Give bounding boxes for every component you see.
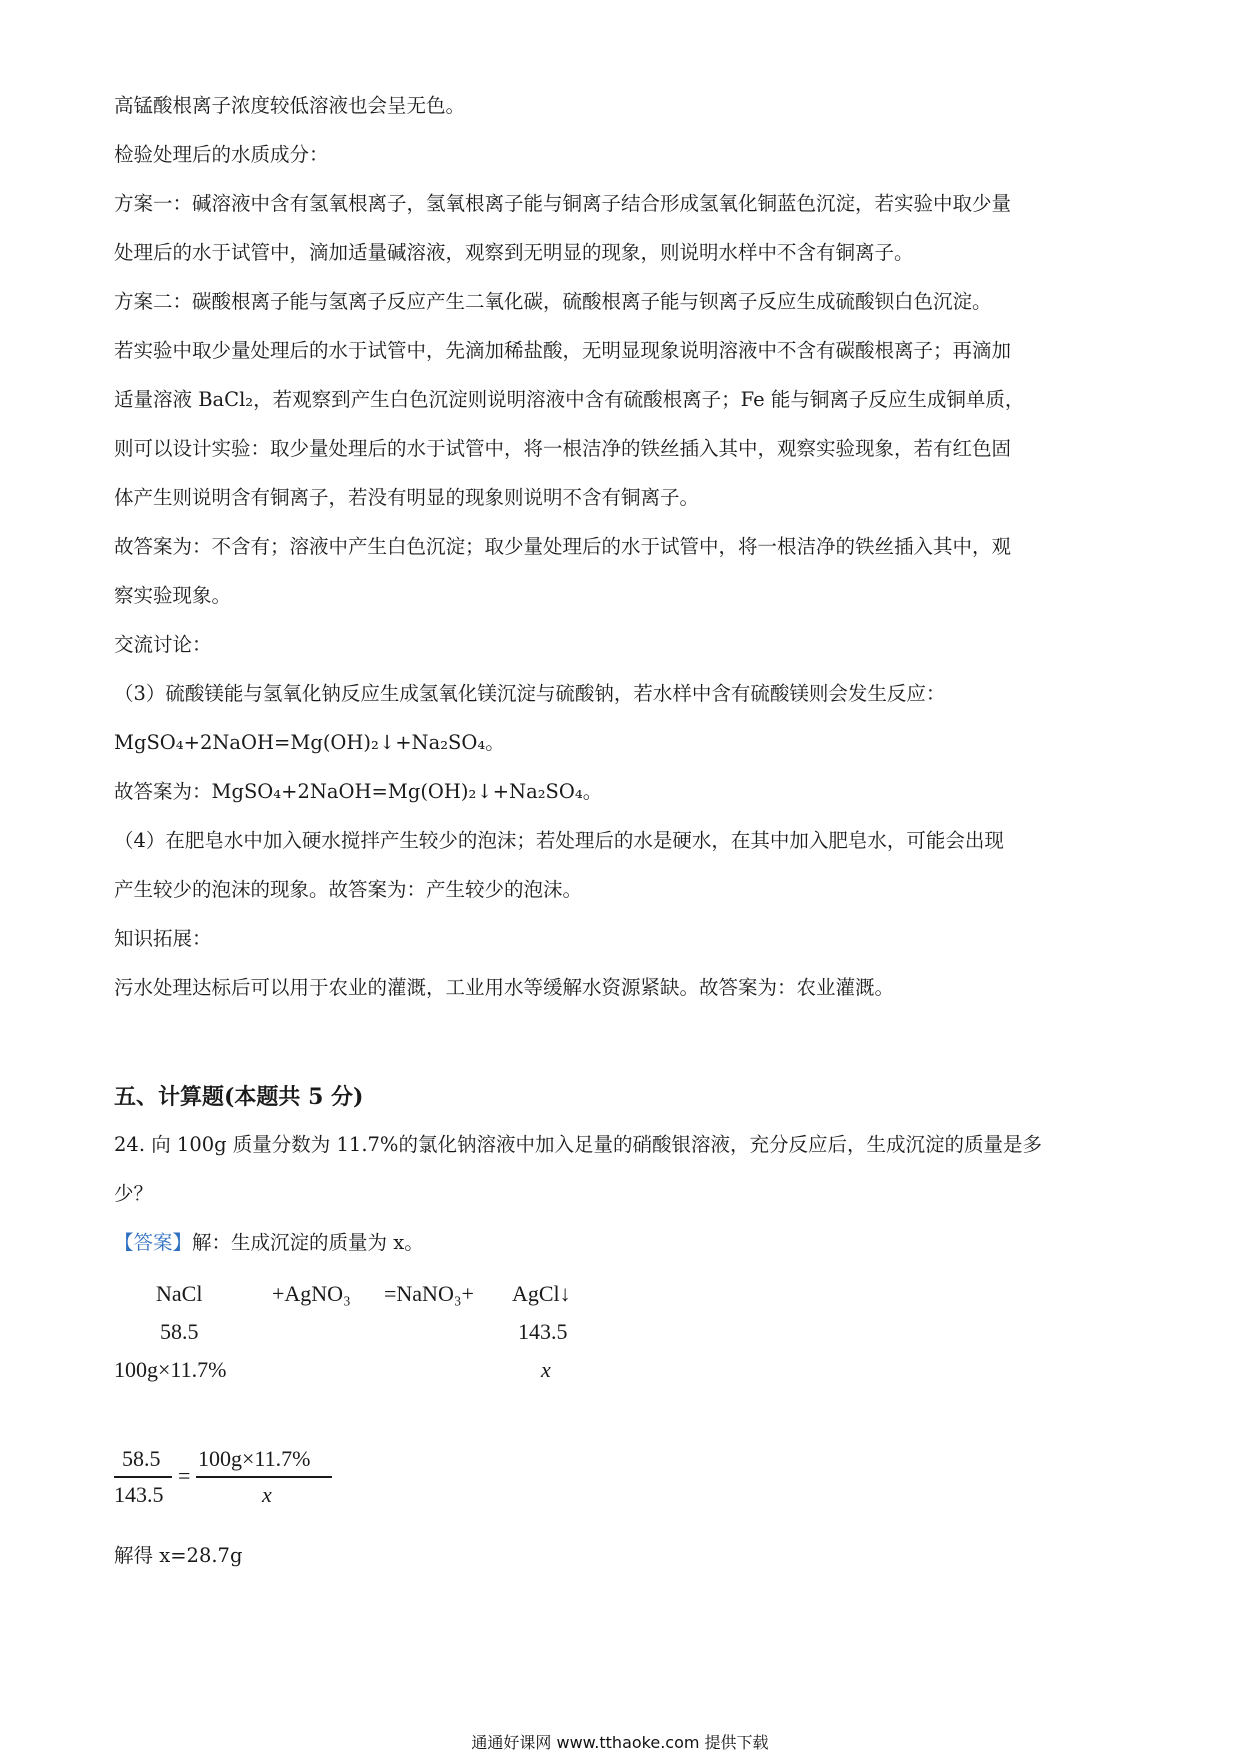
answer-tag: 【答案】 <box>114 1231 193 1254</box>
text-line: 则可以设计实验：取少量处理后的水于试管中，将一根洁净的铁丝插入其中，观察实验现象，若有红色固 <box>114 437 1012 460</box>
page-footer: 通通好课网 www.tthaoke.com 提供下载 <box>471 1733 769 1752</box>
question-line: 少？ <box>114 1182 154 1205</box>
answer-line <box>114 1229 424 1257</box>
text-line: 产生较少的泡沫的现象。故答案为：产生较少的泡沫。 <box>114 878 583 901</box>
text-line: 方案一：碱溶液中含有氢氧根离子，氢氧根离子能与铜离子结合形成氢氧化铜蓝色沉淀，若实验中取少量 <box>114 192 1012 215</box>
text-line: 体产生则说明含有铜离子，若没有明显的现象则说明不含有铜离子。 <box>114 486 700 509</box>
text-line: 若实验中取少量处理后的水于试管中，先滴加稀盐酸，无明显现象说明溶液中不含有碳酸根离子；再滴加 <box>114 339 1012 362</box>
equation-term: x <box>541 1357 551 1382</box>
text-line: 适量溶液 BaCl₂，若观察到产生白色沉淀则说明溶液中含有硫酸根离子；Fe 能与铜离子反应生成铜单质， <box>114 388 1025 411</box>
result-line: 解得 x=28.7g <box>114 1544 243 1567</box>
text-line: MgSO₄+2NaOH=Mg(OH)₂↓+Na₂SO₄。 <box>114 731 505 754</box>
equation-term: NaCl <box>156 1281 203 1306</box>
equation-term: 58.5 <box>160 1319 199 1344</box>
equation-term: AgCl↓ <box>512 1281 571 1306</box>
text-line: 高锰酸根离子浓度较低溶液也会呈无色。 <box>114 94 466 117</box>
answer-text: 解：生成沉淀的质量为 x。 <box>192 1231 424 1254</box>
text-line: 处理后的水于试管中，滴加适量碱溶液，观察到无明显的现象，则说明水样中不含有铜离子。 <box>114 241 914 264</box>
equals-sign: = <box>178 1463 191 1488</box>
fraction-numerator: 100g×11.7% <box>198 1446 311 1471</box>
section-heading: 五、计算题(本题共 5 分) <box>114 1084 364 1110</box>
fraction-bar <box>114 1476 172 1478</box>
fraction-bar <box>196 1476 332 1478</box>
equation-term: 100g×11.7% <box>114 1357 227 1382</box>
text-line: 察实验现象。 <box>114 584 232 607</box>
text-line: 检验处理后的水质成分： <box>114 143 329 166</box>
fraction-denominator: x <box>262 1482 272 1507</box>
question-line: 24. 向 100g 质量分数为 11.7%的氯化钠溶液中加入足量的硝酸银溶液，充分反应后，生成沉淀的质量是多 <box>114 1133 1042 1156</box>
text-line: 知识拓展： <box>114 927 212 950</box>
fraction-numerator: 58.5 <box>122 1446 161 1471</box>
text-line: （3）硫酸镁能与氢氧化钠反应生成氢氧化镁沉淀与硫酸钠，若水样中含有硫酸镁则会发生反应： <box>114 682 946 705</box>
text-line: （4）在肥皂水中加入硬水搅拌产生较少的泡沫；若处理后的水是硬水，在其中加入肥皂水，可能会出现 <box>114 829 1004 852</box>
text-line: 方案二：碳酸根离子能与氢离子反应产生二氧化碳，硫酸根离子能与钡离子反应生成硫酸钡白色沉淀。 <box>114 290 992 313</box>
text-line: 污水处理达标后可以用于农业的灌溉，工业用水等缓解水资源紧缺。故答案为：农业灌溉。 <box>114 976 895 999</box>
text-line: 交流讨论： <box>114 633 212 656</box>
text-line: 故答案为：不含有；溶液中产生白色沉淀；取少量处理后的水于试管中，将一根洁净的铁丝插入其中，观 <box>114 535 1012 558</box>
equation-term: +AgNO₃ <box>272 1281 351 1306</box>
equation-term: 143.5 <box>518 1319 568 1344</box>
text-line: 故答案为：MgSO₄+2NaOH=Mg(OH)₂↓+Na₂SO₄。 <box>114 780 603 803</box>
fraction-denominator: 143.5 <box>114 1482 164 1507</box>
equation-term: =NaNO₃+ <box>384 1281 474 1306</box>
